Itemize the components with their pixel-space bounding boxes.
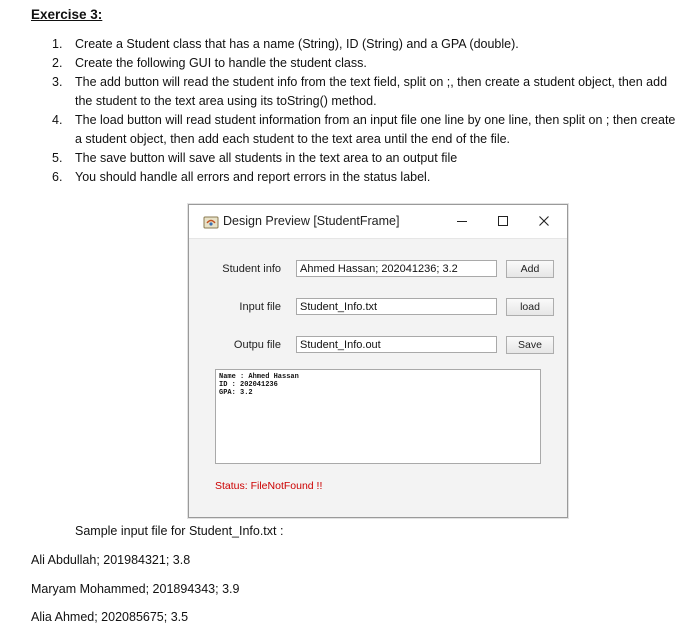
step-number: 3. — [52, 75, 63, 89]
add-button[interactable]: Add — [506, 260, 554, 278]
output-file-label: Outpu file — [233, 339, 281, 351]
sample-line: Maryam Mohammed; 201894343; 3.9 — [31, 582, 240, 596]
minimize-button[interactable] — [447, 209, 477, 233]
step-text: The add button will read the student info from the text field, split on ;, then create a student object, then add — [75, 75, 668, 89]
step-number: 4. — [52, 113, 63, 127]
step-number: 5. — [52, 151, 63, 165]
textarea-line: Name : Ahmed Hassan — [219, 373, 299, 381]
step-number: 2. — [52, 56, 63, 70]
student-frame-window — [188, 204, 568, 518]
step-number: 1. — [52, 37, 63, 51]
exercise-title: Exercise 3: — [31, 7, 103, 22]
sample-line: Ali Abdullah; 201984321; 3.8 — [31, 553, 191, 567]
load-button[interactable]: load — [506, 298, 554, 316]
maximize-button[interactable] — [488, 209, 518, 233]
step-text: Create a Student class that has a name (String), ID (String) and a GPA (double). — [75, 37, 519, 51]
window-titlebar[interactable] — [189, 205, 567, 239]
close-button[interactable] — [529, 209, 559, 233]
window-title: Design Preview [StudentFrame] — [223, 214, 400, 228]
step-text: You should handle all errors and report errors in the status label. — [75, 170, 431, 184]
students-textarea[interactable] — [215, 369, 541, 464]
step-text: Create the following GUI to handle the student class. — [75, 56, 367, 70]
input-file-input[interactable] — [296, 298, 497, 315]
minimize-icon — [456, 215, 468, 227]
step-text: The load button will read student information from an input file one line by one line, then split on ; then create — [75, 113, 676, 127]
save-button[interactable]: Save — [506, 336, 554, 354]
student-info-label: Student info — [222, 263, 281, 275]
output-file-input[interactable] — [296, 336, 497, 353]
maximize-icon — [497, 215, 509, 227]
close-icon — [538, 215, 550, 227]
sample-line: Alia Ahmed; 202085675; 3.5 — [31, 610, 189, 624]
step-number: 6. — [52, 170, 63, 184]
status-label: Status: FileNotFound !! — [215, 480, 323, 492]
sample-file-title: Sample input file for Student_Info.txt : — [75, 524, 284, 538]
step-text: The save button will save all students in the text area to an output file — [75, 151, 458, 165]
textarea-line: GPA: 3.2 — [219, 389, 253, 397]
input-file-label: Input file — [239, 301, 281, 313]
step-text: the student to the text area using its toString() method. — [75, 94, 377, 108]
java-app-icon — [203, 214, 219, 230]
student-info-input[interactable] — [296, 260, 497, 277]
textarea-line: ID : 202041236 — [219, 381, 278, 389]
step-text: a student object, then add each student to the text area until the end of the file. — [75, 132, 511, 146]
